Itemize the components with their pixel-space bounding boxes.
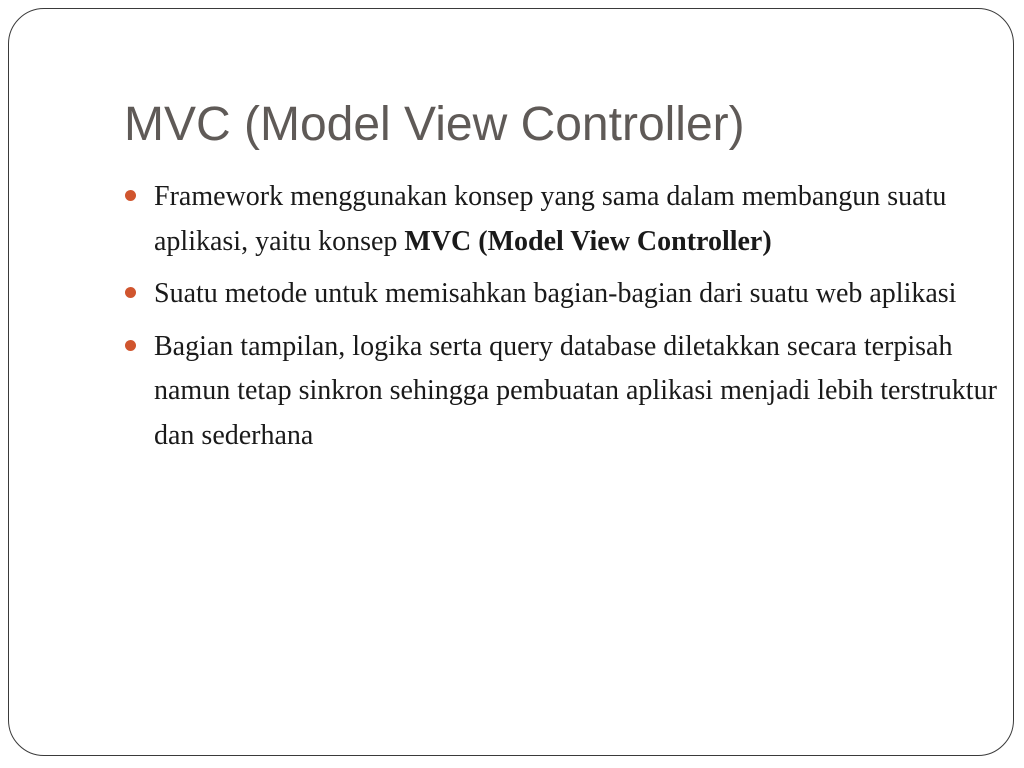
bullet-item-tampilan	[124, 325, 999, 459]
bullet-dot-icon	[125, 287, 136, 298]
bullet-item-framework	[124, 175, 999, 264]
bullet-text: Bagian tampilan, logika serta query database diletakkan secara terpisah namun tetap sinkron sehingga pembuatan aplikasi menjadi lebih terstruktur dan sederhana	[154, 330, 997, 451]
bullet-text: Suatu metode untuk memisahkan bagian-bagian dari suatu web aplikasi	[154, 278, 957, 309]
slide-title: MVC (Model View Controller)	[124, 98, 745, 151]
bullet-dot-icon	[125, 340, 136, 351]
bullet-list	[124, 175, 999, 466]
bullet-dot-icon	[125, 190, 136, 201]
slide-frame	[8, 8, 1014, 756]
bullet-item-metode	[124, 272, 999, 317]
bullet-text: Framework menggunakan konsep yang sama dalam membangun suatu aplikasi, yaitu konsep	[154, 181, 947, 257]
bullet-bold-text: MVC (Model View Controller)	[404, 225, 772, 257]
